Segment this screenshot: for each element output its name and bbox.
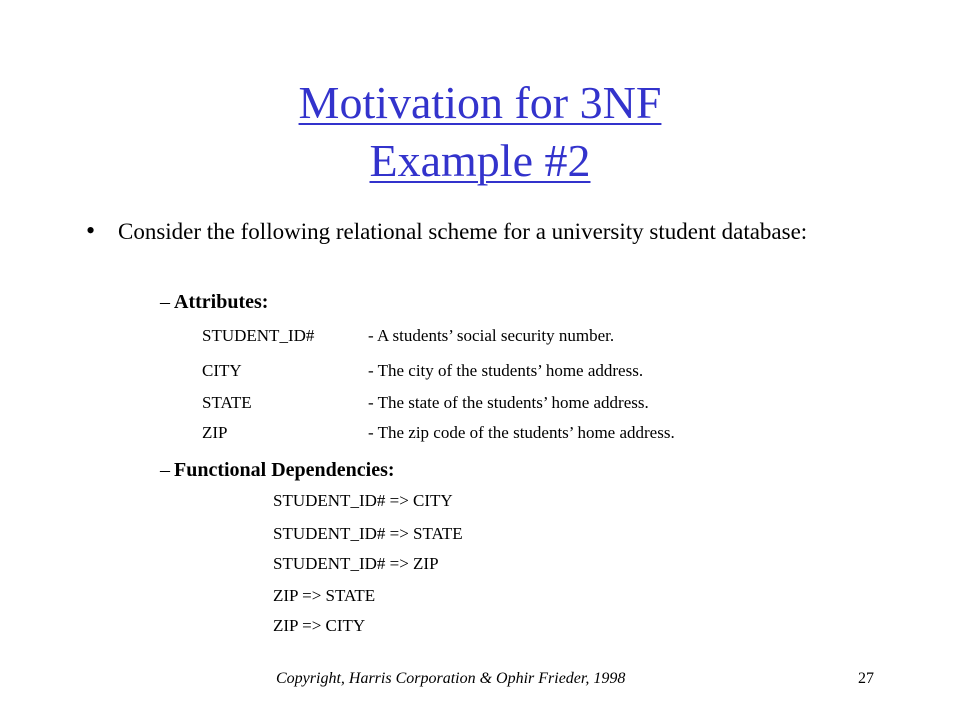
dependency-row: STUDENT_ID# => CITY [273,491,453,510]
page-number: 27 [858,670,874,687]
attribute-description: - A students’ social security number. [368,326,615,345]
functional-dependencies-heading-label: Functional Dependencies: [174,459,395,481]
bullet-icon: • [86,216,96,245]
dash-icon: – [160,291,170,313]
functional-dependencies-heading [160,458,395,482]
attribute-name: STATE [202,393,252,412]
attributes-heading [160,290,268,314]
attribute-name: CITY [202,361,242,380]
bullet-text: Consider the following relational scheme for a university student database: [118,219,808,244]
dash-icon: – [160,459,170,481]
attribute-description: - The zip code of the students’ home address. [368,423,675,442]
attribute-name: ZIP [202,423,228,442]
attribute-name: STUDENT_ID# [202,326,315,345]
attribute-description: - The city of the students’ home address. [368,361,644,380]
footer-copyright: Copyright, Harris Corporation & Ophir Frieder, 1998 [276,670,626,687]
attribute-description: - The state of the students’ home address. [368,393,649,412]
dependency-row: STUDENT_ID# => ZIP [273,554,439,573]
slide-title-line1: Motivation for 3NF [298,77,662,128]
attributes-heading-label: Attributes: [174,291,269,313]
dependency-row: ZIP => STATE [273,586,376,605]
slide-title-line2: Example #2 [369,135,591,186]
dependency-row: STUDENT_ID# => STATE [273,524,463,543]
dependency-row: ZIP => CITY [273,616,366,635]
